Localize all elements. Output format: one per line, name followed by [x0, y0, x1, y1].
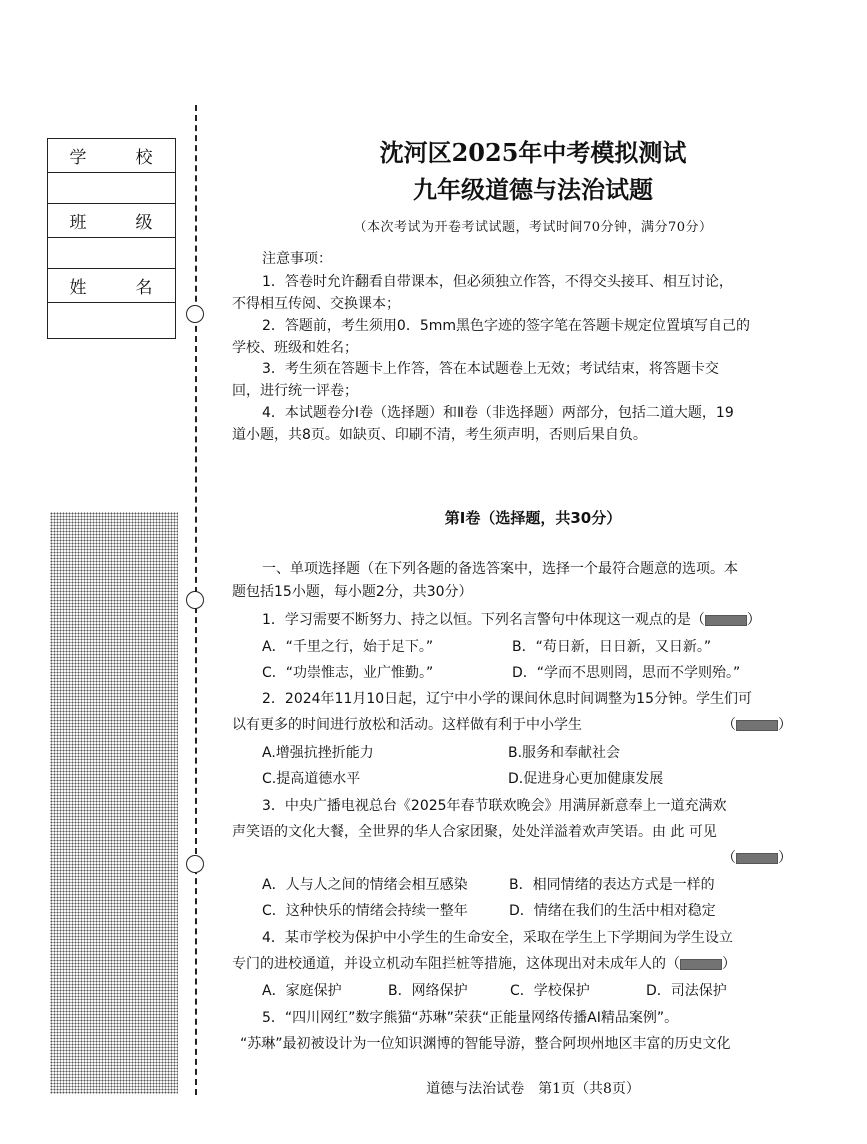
notice-line: 回，进行统一评卷；	[232, 383, 358, 399]
notice-heading: 注意事项：	[262, 251, 332, 267]
name-field[interactable]	[48, 303, 175, 338]
binding-hole-icon	[186, 305, 204, 323]
binding-hole-icon	[186, 591, 204, 609]
q3-answer	[722, 849, 792, 868]
q1-option-d: D．“学而不思则罔，思而不学则殆。”	[512, 665, 741, 681]
page-footer: 道德与法治试卷 第1页（共8页）	[426, 1081, 640, 1097]
class-label-char-2: 级	[135, 213, 154, 233]
q1-stem-text: 1．学习需要不断努力、持之以恒。下列名言警句中体现这一观点的是（	[262, 612, 705, 628]
notice-line: 4．本试题卷分Ⅰ卷（选择题）和Ⅱ卷（非选择题）两部分，包括二道大题，19	[262, 405, 734, 421]
answer-blank[interactable]	[705, 615, 747, 626]
q1-option-b: B．“苟日新，日日新，又日新。”	[512, 639, 712, 655]
part-intro: 一、单项选择题（在下列各题的备选答案中，选择一个最符合题意的选项。本	[262, 561, 738, 577]
q5-stem-2: “苏琳”最初被设计为一位知识渊博的智能导游，整合阿坝州地区丰富的历史文化	[240, 1036, 731, 1052]
paren-close: ）	[746, 612, 761, 628]
q4-option-c: C．学校保护	[510, 983, 590, 999]
paren-open: （	[722, 717, 736, 733]
q3-stem: 3．中央广播电视总台《2025年春节联欢晚会》用满屏新意奉上一道充满欢	[262, 798, 727, 814]
school-label-char-1: 学	[69, 148, 88, 168]
q4-option-d: D．司法保护	[646, 983, 727, 999]
name-label-char-1: 姓	[69, 278, 88, 298]
school-field[interactable]	[48, 173, 175, 204]
sealed-area-pattern	[50, 512, 178, 1094]
q2-stem: 2．2024年11月10日起，辽宁中小学的课间休息时间调整为15分钟。学生们可	[262, 691, 752, 707]
notice-line: 1．答卷时允许翻看自带课本，但必须独立作答，不得交头接耳、相互讨论，	[262, 274, 733, 290]
q1-option-c: C．“功崇惟志，业广惟勤。”	[262, 665, 434, 681]
q3-option-b: B．相同情绪的表达方式是一样的	[509, 877, 715, 893]
q4-stem-2	[232, 955, 736, 974]
q3-option-a: A．人与人之间的情绪会相互感染	[262, 877, 468, 893]
paren-open: （	[722, 850, 736, 866]
q2-option-d: D.促进身心更加健康发展	[508, 771, 664, 787]
school-label	[48, 139, 175, 173]
paren-close: ）	[722, 956, 736, 972]
exam-subject-title: 九年级道德与法治试题	[413, 175, 653, 204]
q3-option-d: D．情绪在我们的生活中相对稳定	[509, 903, 716, 919]
class-field[interactable]	[48, 238, 175, 269]
paren-close: ）	[778, 850, 792, 866]
answer-blank[interactable]	[736, 720, 778, 731]
q3-stem-2: 声笑语的文化大餐，全世界的华人合家团聚，处处洋溢着欢声笑语。由 此 可见	[232, 824, 717, 840]
q2-stem-2: 以有更多的时间进行放松和活动。这样做有利于中小学生	[232, 717, 582, 733]
name-label	[48, 269, 175, 303]
q2-option-c: C.提高道德水平	[262, 771, 361, 787]
q4-stem: 4．某市学校为保护中小学生的生命安全，采取在学生上下学期间为学生设立	[262, 930, 733, 946]
notice-line: 学校、班级和姓名；	[232, 340, 358, 356]
q4-option-b: B．网络保护	[388, 983, 468, 999]
q2-option-a: A.增强抗挫折能力	[262, 745, 374, 761]
student-info-box	[47, 138, 176, 339]
class-label-char-1: 班	[69, 213, 88, 233]
q3-option-c: C．这种快乐的情绪会持续一整年	[262, 903, 468, 919]
answer-blank[interactable]	[736, 853, 778, 864]
binding-hole-icon	[186, 855, 204, 873]
exam-title: 沈河区2025年中考模拟测试	[379, 138, 687, 167]
q5-stem: 5．“四川网红”数字熊猫“苏琳”荣获“正能量网络传播AI精品案例”。	[262, 1010, 679, 1026]
q1-stem	[262, 611, 761, 630]
notice-line: 3．考生须在答题卡上作答，答在本试题卷上无效；考试结束，将答题卡交	[262, 361, 719, 377]
q1-option-a: A．“千里之行，始于足下。”	[262, 639, 434, 655]
answer-blank[interactable]	[680, 959, 722, 970]
q4-option-a: A．家庭保护	[262, 983, 342, 999]
section-heading: 第Ⅰ卷（选择题，共30分）	[444, 509, 622, 527]
exam-subtitle: （本次考试为开卷考试试题，考试时间70分钟，满分70分）	[353, 220, 713, 235]
name-label-char-2: 名	[135, 278, 154, 298]
school-label-char-2: 校	[135, 148, 154, 168]
q2-option-b: B.服务和奉献社会	[508, 745, 621, 761]
q4-stem-2-text: 专门的进校通道，并设立机动车阻拦桩等措施，这体现出对未成年人的（	[232, 956, 680, 972]
notice-line: 2．答题前，考生须用0．5mm黑色字迹的签字笔在答题卡规定位置填写自己的	[262, 318, 750, 334]
paren-close: ）	[778, 717, 792, 733]
part-intro: 题包括15小题，每小题2分，共30分）	[232, 584, 473, 600]
q2-answer	[722, 716, 792, 735]
notice-line: 道小题，共8页。如缺页、印刷不清，考生须声明，否则后果自负。	[232, 427, 647, 443]
notice-line: 不得相互传阅、交换课本；	[232, 296, 400, 312]
class-label	[48, 204, 175, 238]
